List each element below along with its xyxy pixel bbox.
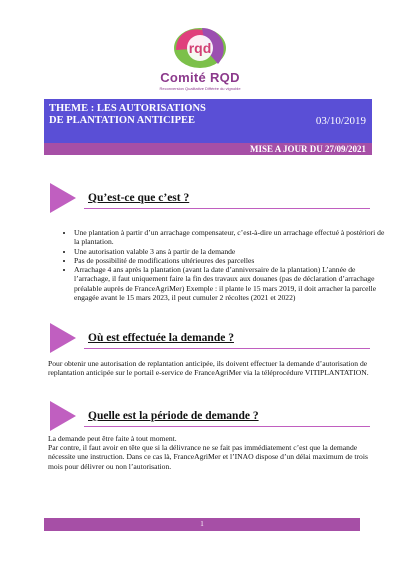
- brand-name: Comité RQD: [160, 70, 240, 85]
- brand-tagline: Reconversion Qualitative Différée du vignoble: [159, 86, 241, 91]
- update-banner: [44, 143, 372, 155]
- when-paragraph-1: La demande peut être faite à tout moment.: [48, 434, 177, 443]
- theme-banner: [44, 99, 372, 143]
- rqd-logo-icon: [166, 20, 234, 72]
- list-item: • Une autorisation valable 3 ans à partir de la demande: [74, 247, 386, 256]
- divider: [84, 208, 370, 209]
- theme-title: THEME : LES AUTORISATIONS DE PLANTATION ANTICIPEE: [49, 103, 206, 126]
- logo: [0, 0, 400, 96]
- list-item: • Arrachage 4 ans après la plantation (avant la date d’anniversaire de la plantation) L’année de l’arrachage, il faut uniquement faire la fin des travaux aux douanes (pas de déclaration d’arrachage préalable auprès de FranceAgriMer) Exemple : il plante le 15 mars 2019, il doit arracher la parcelle engagée avant le 15 mars 2023, il peut cumuler 2 récoltes (2021 et 2022): [74, 265, 386, 302]
- where-paragraph: Pour obtenir une autorisation de replantation anticipée, ils doivent effectuer la demande d’autorisation de replantation anticipée sur le portail e-service de FranceAgriMer via la téléprocédure VITIPLANTATION.: [48, 359, 369, 378]
- section-title: Qu’est-ce que c’est ?: [88, 192, 190, 204]
- page-number: 1: [200, 520, 204, 528]
- divider: [84, 348, 370, 349]
- section-heading-where: [50, 323, 370, 355]
- page-footer: [44, 518, 360, 531]
- section-title: Quelle est la période de demande ?: [88, 410, 259, 422]
- when-paragraph-2: Par contre, il faut avoir en tête que si la délivrance ne se fait pas immédiatement c’est que la demande nécessite une instruction. Dans ce cas là, FranceAgriMer et l’INAO dispose d’un délai maximum de trois mois pour délivrer ou non l’autorisation.: [48, 443, 368, 471]
- bullet-list: [60, 228, 386, 302]
- list-item: • Une plantation à partir d’un arrachage compensateur, c’est-à-dire un arrachage effectué à postériori de la plantation.: [74, 228, 386, 247]
- document-date: 03/10/2019: [315, 115, 366, 127]
- update-date: MISE A JOUR DU 27/09/2021: [249, 144, 366, 154]
- triangle-icon: [50, 323, 76, 353]
- divider: [84, 426, 370, 427]
- triangle-icon: [50, 401, 76, 431]
- section-title: Où est effectuée la demande ?: [88, 332, 234, 344]
- section-heading-when: [50, 401, 370, 433]
- section-heading-what: [50, 183, 370, 215]
- svg-text:rqd: rqd: [188, 40, 212, 56]
- list-item: • Pas de possibilité de modifications ultérieures des parcelles: [74, 256, 386, 265]
- triangle-icon: [50, 183, 76, 213]
